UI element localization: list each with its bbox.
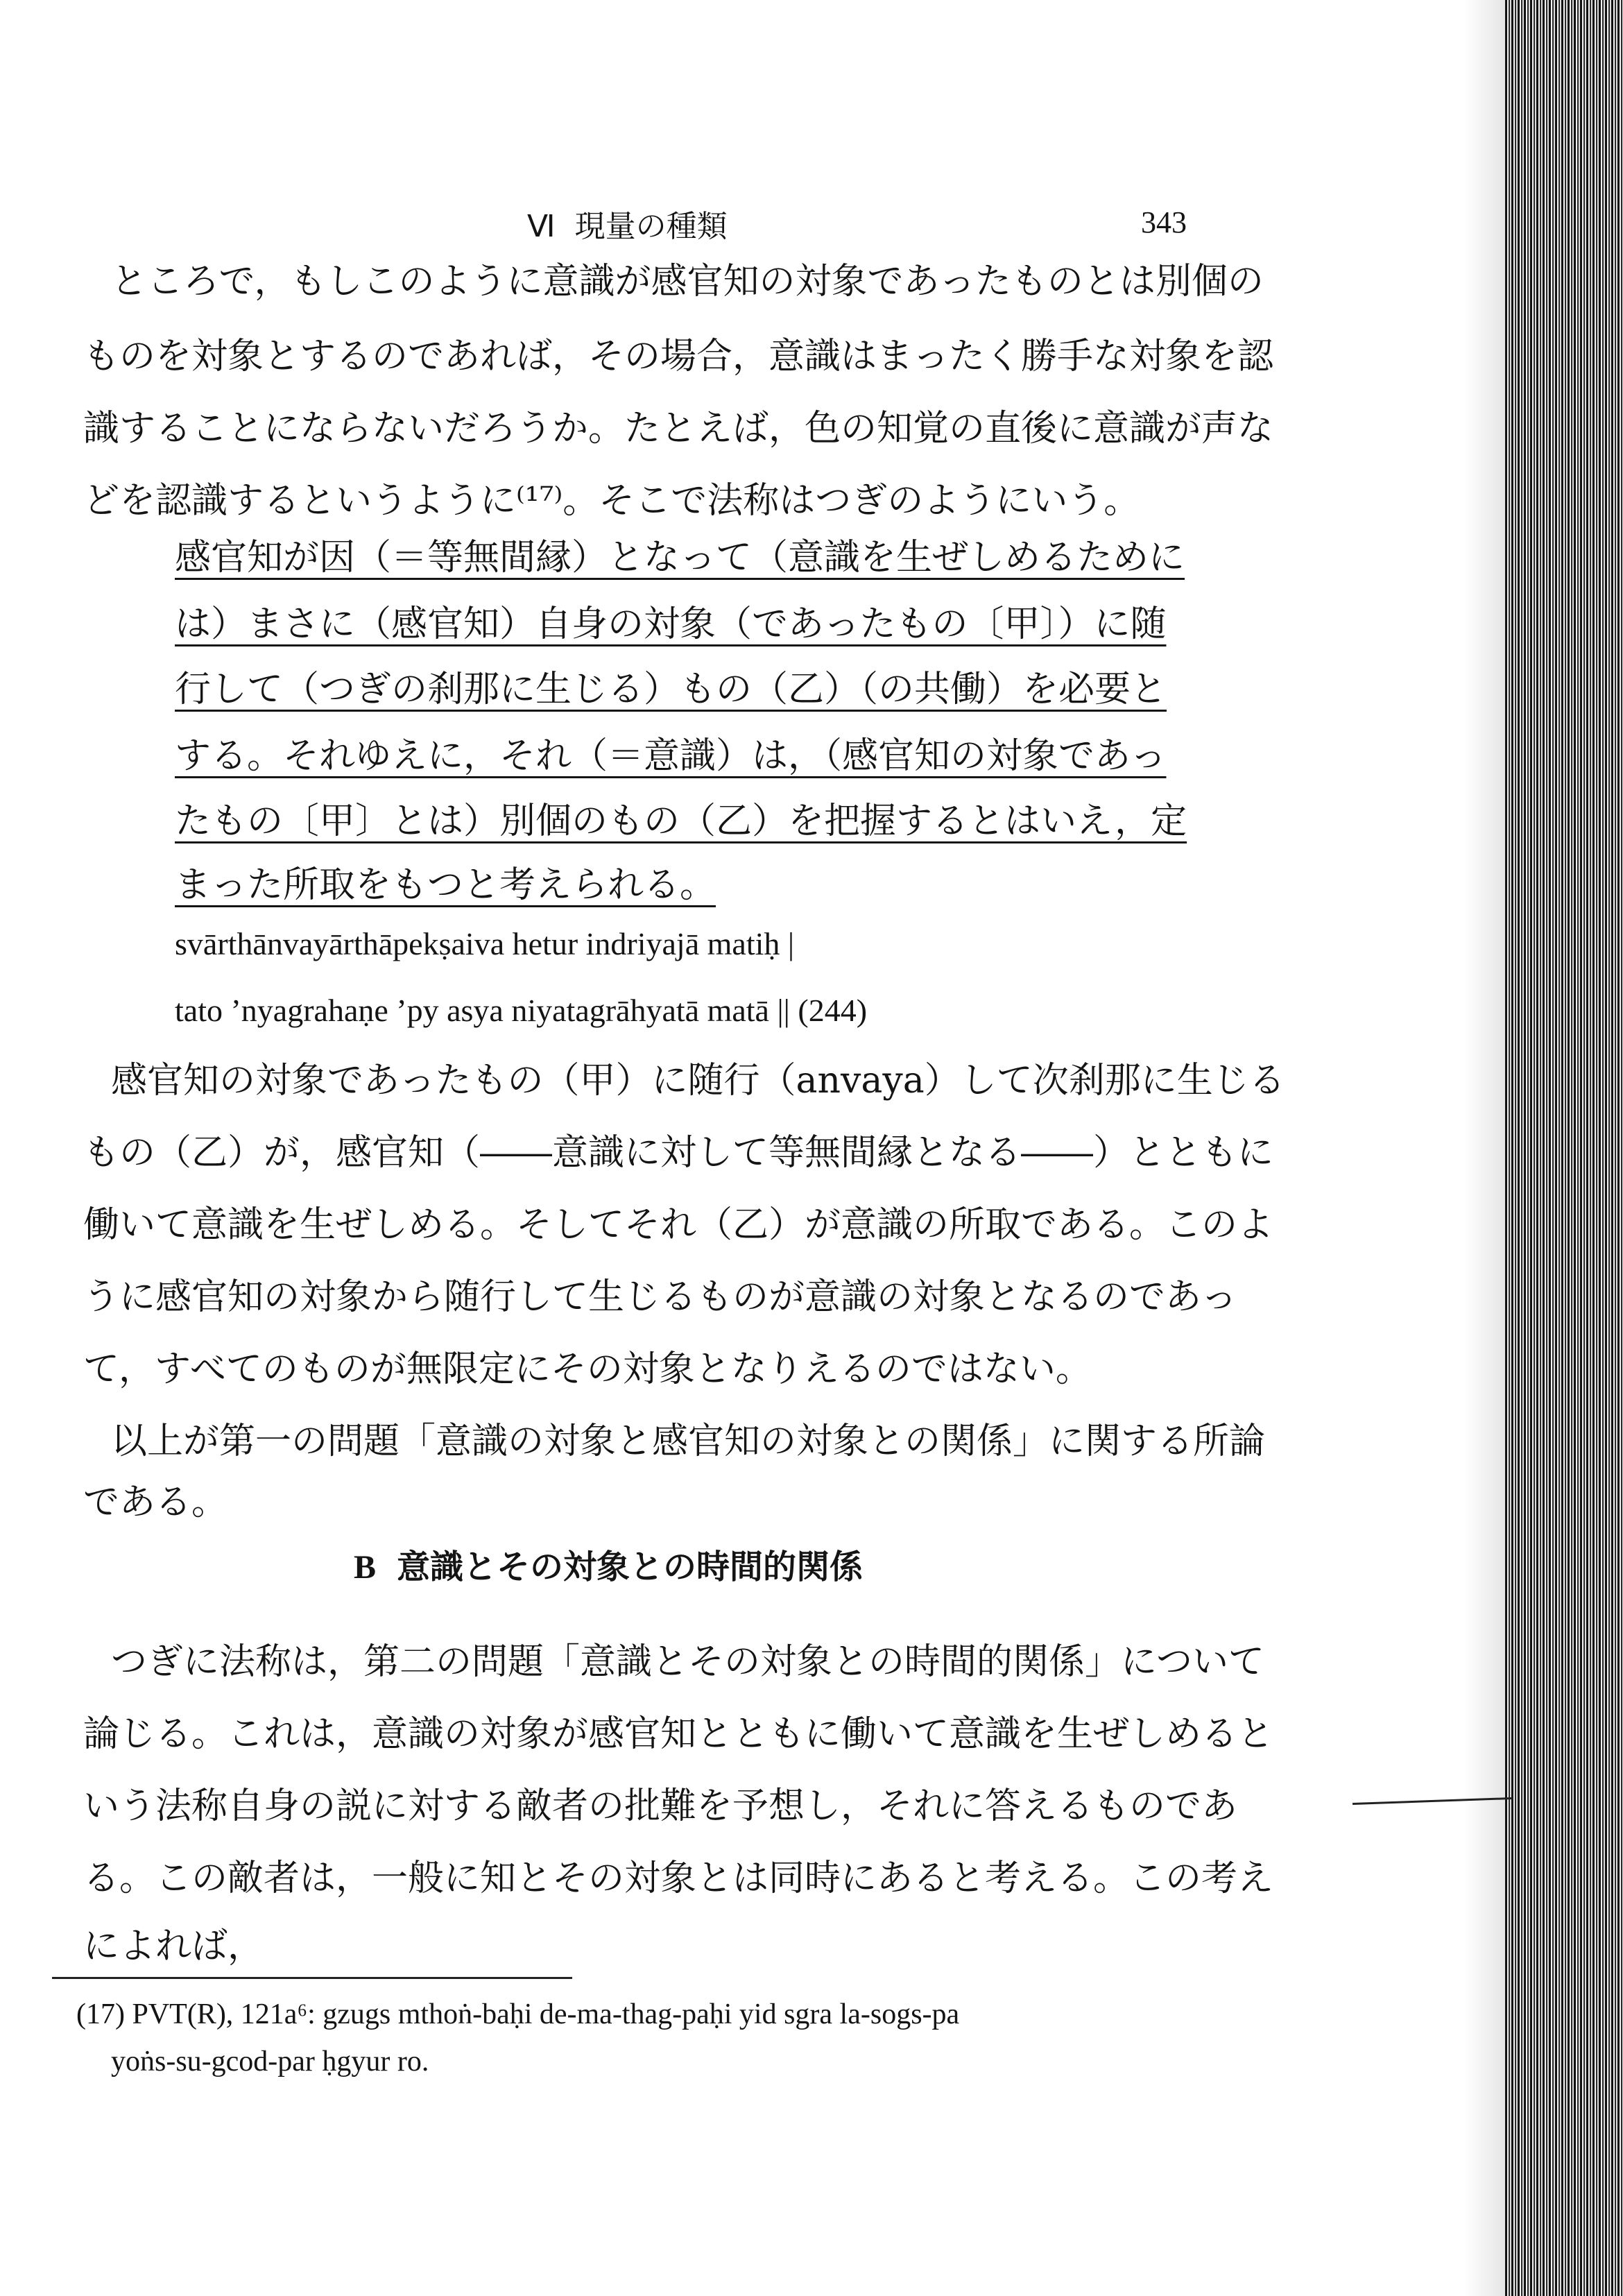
running-header: [527, 201, 728, 246]
footnote-line: yoṅs-su-gcod-par ḥgyur ro.: [111, 2046, 429, 2077]
verse-line: する。それゆえに，それ（＝意識）は，（感官知の対象であっ: [175, 735, 1167, 777]
body-line: ところで，もしこのように意識が感官知の対象であったものとは別個の: [111, 261, 1264, 302]
section-title: 意識とその対象との時間的関係: [397, 1548, 864, 1586]
body-line: によれば，: [83, 1926, 264, 1967]
sanskrit-line: svārthānvayārthāpekṣaiva hetur indriyajā matiḥ |: [175, 926, 795, 961]
page-number: 343: [1141, 205, 1187, 239]
sanskrit-line: tato ’nyagrahaṇe ’py asya niyatagrāhyatā matā || (244): [175, 993, 868, 1028]
binding-shadow: [1463, 0, 1505, 2296]
body-line: 識することにならないだろうか。たとえば，色の知覚の直後に意識が声な: [83, 408, 1274, 449]
body-line: である。: [83, 1482, 228, 1523]
body-line: いう法称自身の説に対する敵者の批難を予想し，それに答えるものであ: [83, 1785, 1238, 1827]
body-line: 以上が第一の問題「意識の対象と感官知の対象との関係」に関する所論: [111, 1421, 1266, 1462]
footnote-line: (17) PVT(R), 121a⁶: gzugs mthoṅ-baḥi de-ma-thag-paḥi yid sgra la-sogs-pa: [76, 1998, 960, 2030]
verse-line: まった所取をもつと考えられる。: [175, 864, 716, 906]
body-line: もの（乙）が，感官知（――意識に対して等無間縁となる――）とともに: [83, 1132, 1274, 1174]
body-line: る。この敵者は，一般に知とその対象とは同時にあると考える。この考え: [83, 1858, 1274, 1899]
footnote-rule: [52, 1977, 572, 1979]
body-line: うに感官知の対象から随行して生じるものが意識の対象となるのであっ: [83, 1276, 1237, 1318]
body-line: て，すべてのものが無限定にその対象となりえるのではない。: [83, 1348, 1092, 1390]
body-line: 働いて意識を生ぜしめる。そしてそれ（乙）が意識の所取である。このよ: [83, 1204, 1274, 1246]
body-line: つぎに法称は，第二の問題「意識とその対象との時間的関係」について: [111, 1641, 1264, 1683]
body-line: ものを対象とするのであれば，その場合，意識はまったく勝手な対象を認: [83, 336, 1274, 377]
section-label: B: [354, 1549, 377, 1586]
section-heading: [354, 1540, 863, 1588]
verse-line: は）まさに（感官知）自身の対象（であったもの〔甲〕）に随: [175, 603, 1167, 645]
verse-line: 行して（つぎの刹那に生じる）もの（乙）（の共働）を必要と: [175, 669, 1167, 710]
body-line: 感官知の対象であったもの（甲）に随行（anvaya）して次刹那に生じる: [111, 1060, 1285, 1102]
page-edge-stack: [1505, 0, 1623, 2296]
chapter-number: Ⅵ: [527, 209, 556, 243]
verse-line: たもの〔甲〕とは）別個のもの（乙）を把握するとはいえ，定: [175, 800, 1187, 842]
body-line: 論じる。これは，意識の対象が感官知とともに働いて意識を生ぜしめると: [83, 1713, 1274, 1755]
body-line: どを認識するというように⁽¹⁷⁾。そこで法称はつぎのようにいう。: [83, 480, 1140, 522]
chapter-title: 現量の種類: [574, 209, 728, 244]
verse-line: 感官知が因（＝等無間縁）となって（意識を生ぜしめるために: [175, 537, 1185, 579]
